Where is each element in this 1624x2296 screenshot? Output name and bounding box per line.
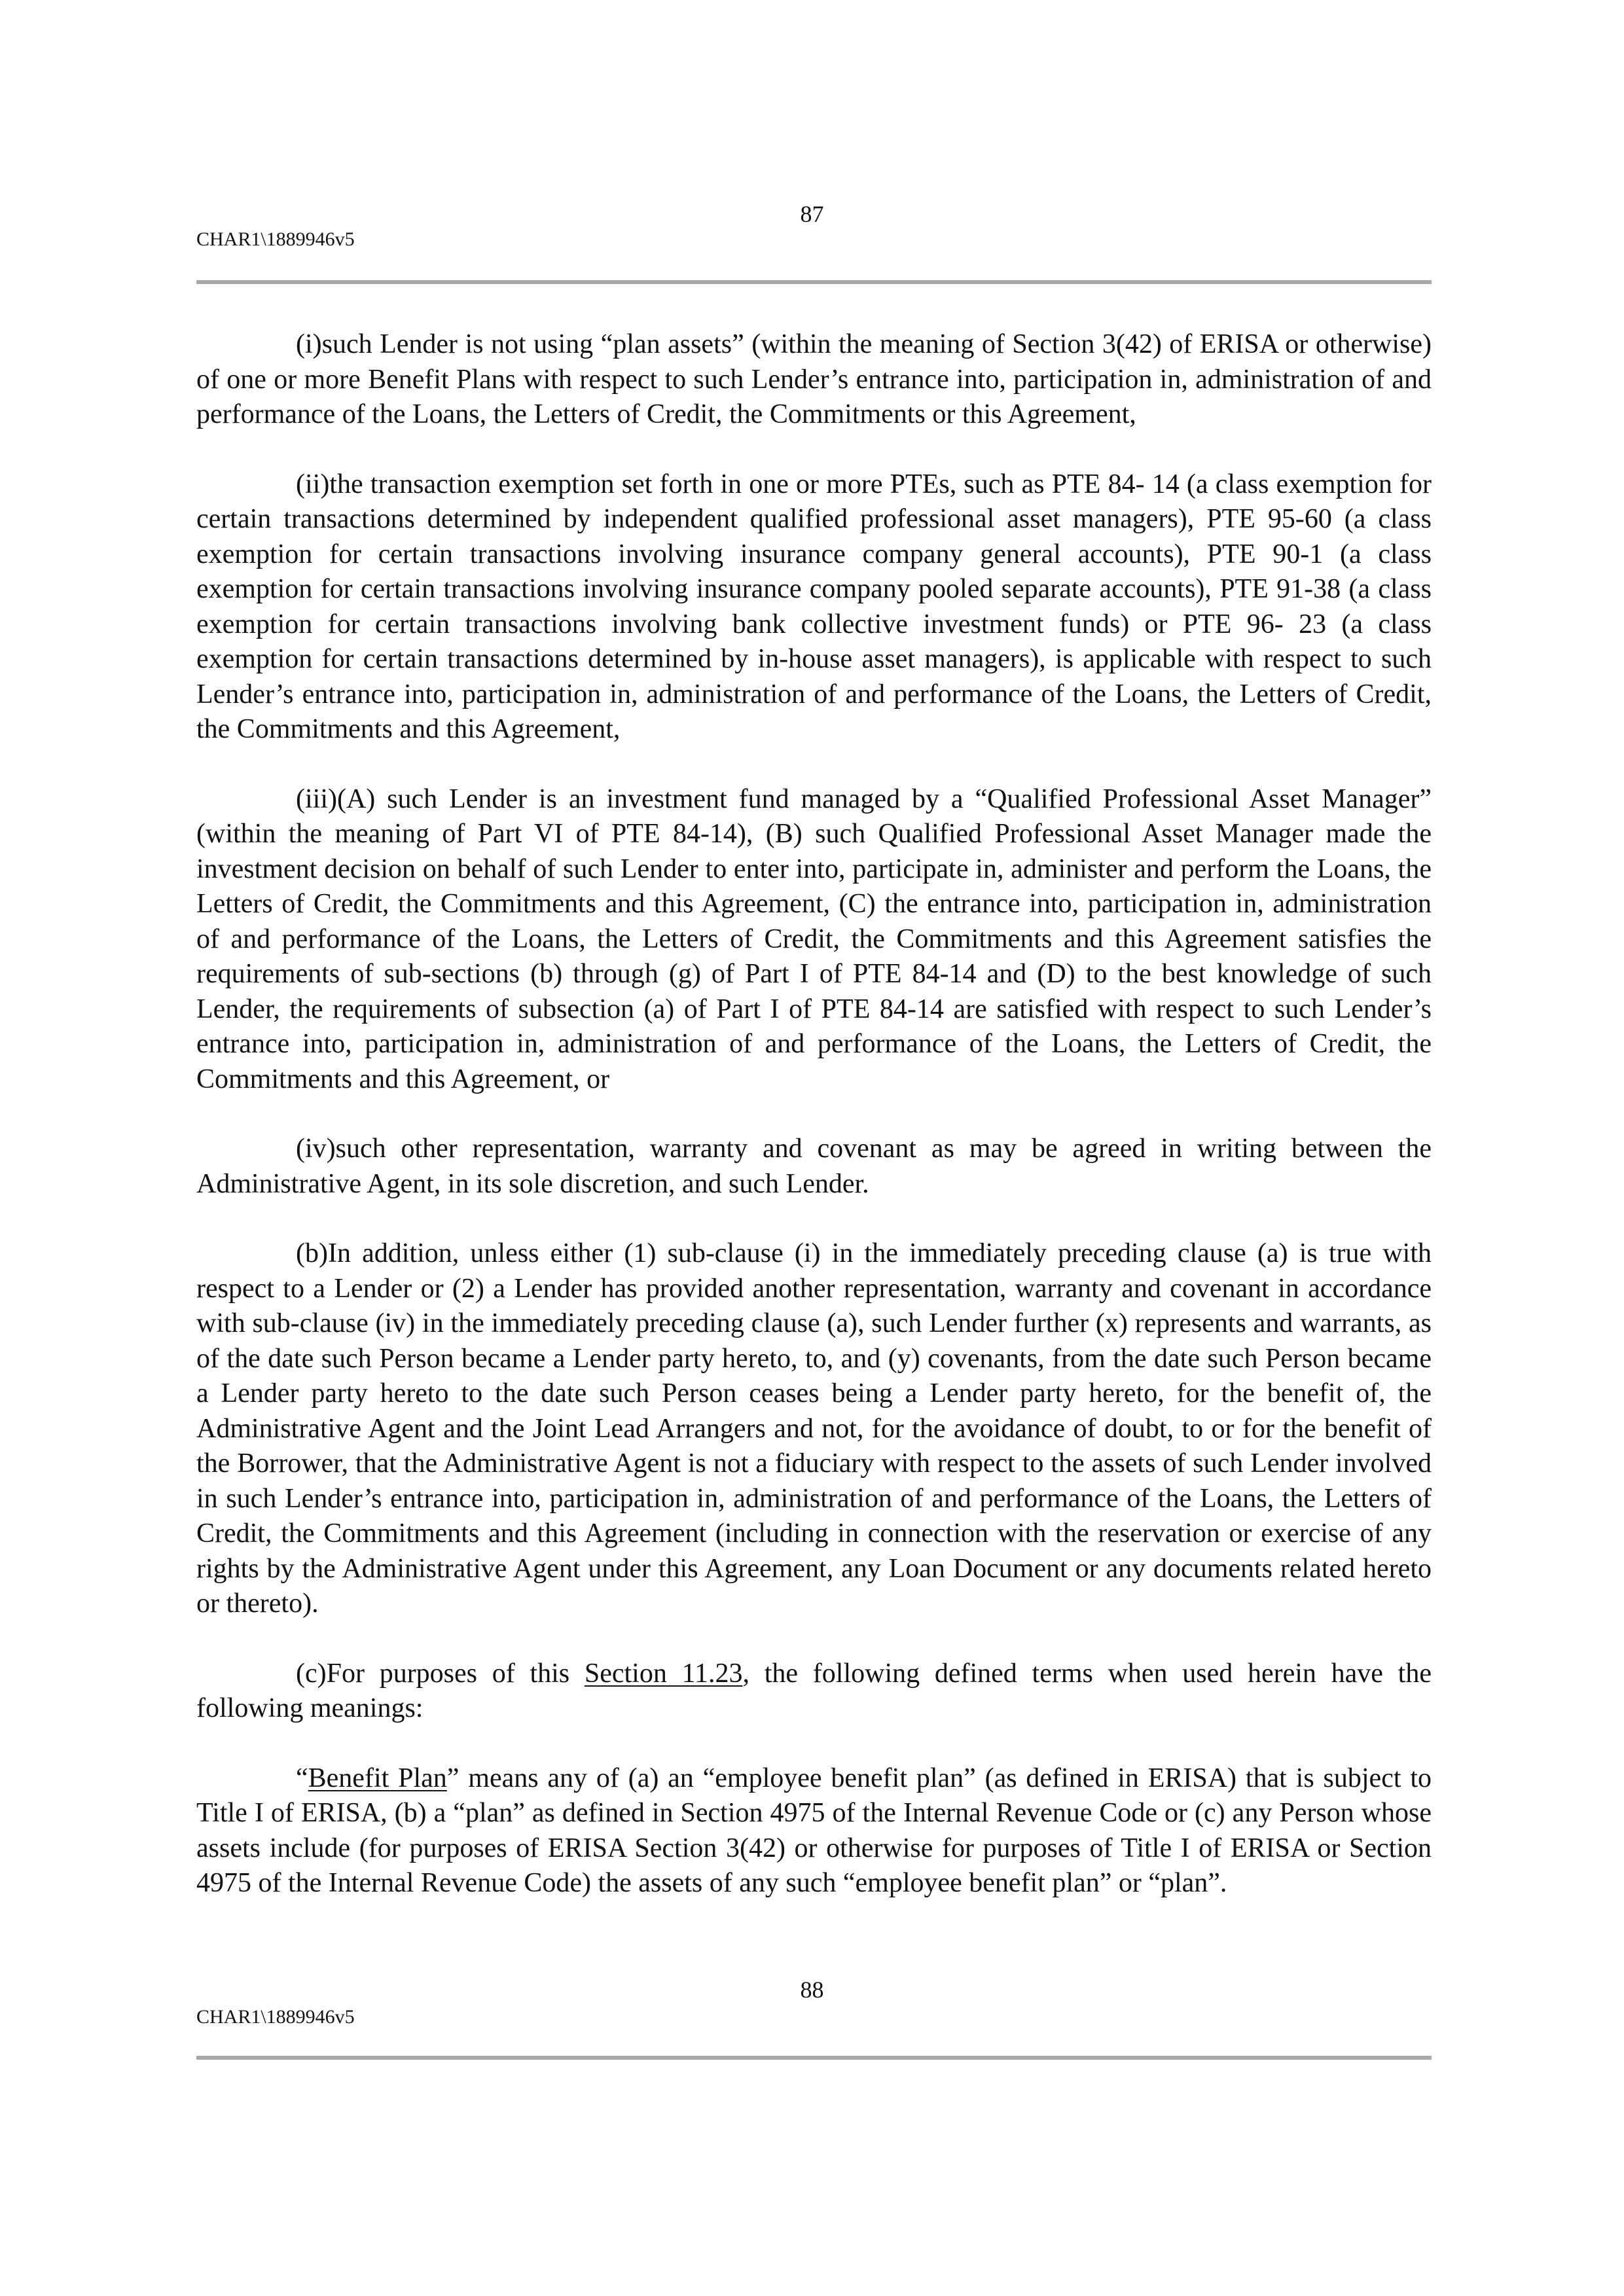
document-id: CHAR1\1889946v5 (196, 228, 355, 250)
definition-open-quote: “ (296, 1763, 308, 1793)
clause-c-text-before: (c)For purposes of this (296, 1658, 585, 1689)
paragraph-clause-c (196, 1657, 1432, 1727)
paragraph-clause-i: (i)such Lender is not using “plan assets” (within the meaning of Section 3(42) of ERISA or otherwise) of one or more Benefit Plans with respect to such Lender’s entrance into, participation in, administration of and performance of the Loans, the Letters of Credit, the Commitments or this Agreement, (196, 329, 1432, 429)
paragraph-clause-iv: (iv)such other representation, warranty and covenant as may be agreed in writing between the Administrative Agent, in its sole discretion, and such Lender. (196, 1134, 1432, 1199)
section-reference: Section 11.23 (584, 1658, 743, 1689)
definition-text: ” means any of (a) an “employee benefit plan” (as defined in ERISA) that is subject to Title I of ERISA, (b) a “plan” as defined in Section 4975 of the Internal Revenue Code or (c) any Person whose assets include (for purposes of ERISA Section 3(42) or otherwise for purposes of Title I of ERISA or Section 4975 of the Internal Revenue Code) the assets of any such “employee benefit plan” or “plan”. (196, 1763, 1432, 1898)
paragraph-definition-benefit-plan (196, 1761, 1432, 1901)
paragraph-clause-ii: (ii)the transaction exemption set forth in one or more PTEs, such as PTE 84- 14 (a class exemption for certain transactions determined by independent qualified professional asset managers), PTE 95-60 (a class exemption for certain transactions involving insurance company general accounts), PTE 90-1 (a class exemption for certain transactions involving insurance company pooled separate accounts), PTE 91-38 (a class exemption for certain transactions involving bank collective investment funds) or PTE 96- 23 (a class exemption for certain transactions determined by in-house asset managers), is applicable with respect to such Lender’s entrance into, participation in, administration of and performance of the Loans, the Letters of Credit, the Commitments and this Agreement, (196, 469, 1432, 744)
header-divider (196, 280, 1432, 284)
defined-term: Benefit Plan (308, 1763, 447, 1793)
paragraph-clause-iii: (iii)(A) such Lender is an investment fund managed by a “Qualified Professional Asset Manager” (within the meaning of Part VI of PTE 84-14), (B) such Qualified Professional Asset Manager made the investment decision on behalf of such Lender to enter into, participate in, administer and perform the Loans, the Letters of Credit, the Commitments and this Agreement, (C) the entrance into, participation in, administration of and performance of the Loans, the Letters of Credit, the Commitments and this Agreement satisfies the requirements of sub-sections (b) through (g) of Part I of PTE 84-14 and (D) to the best knowledge of such Lender, the requirements of subsection (a) of Part I of PTE 84-14 are satisfied with respect to such Lender’s entrance into, participation in, administration of and performance of the Loans, the Letters of Credit, the Commitments and this Agreement, or (196, 783, 1432, 1094)
paragraph-clause-b: (b)In addition, unless either (1) sub-clause (i) in the immediately preceding clause (a) is true with respect to a Lender or (2) a Lender has provided another representation, warranty and covenant in accordance with sub-clause (iv) in the immediately preceding clause (a), such Lender further (x) represents and warrants, as of the date such Person became a Lender party hereto, to, and (y) covenants, from the date such Person became a Lender party hereto to the date such Person ceases being a Lender party hereto, for the benefit of, the Administrative Agent and the Joint Lead Arrangers and not, for the avoidance of doubt, to or for the benefit of the Borrower, that the Administrative Agent is not a fiduciary with respect to the assets of such Lender involved in such Lender’s entrance into, participation in, administration of and performance of the Loans, the Letters of Credit, the Commitments and this Agreement (including in connection with the reservation or exercise of any rights by the Administrative Agent under this Agreement, any Loan Document or any documents related hereto or thereto). (196, 1238, 1432, 1619)
page-number: 87 (800, 201, 824, 227)
document-body (196, 327, 1432, 1901)
clause-c-text-after: , the following defined terms when used herein have the following meanings: (196, 1658, 1432, 1723)
page-number: 88 (800, 1977, 824, 2003)
document-id: CHAR1\1889946v5 (196, 2006, 355, 2028)
header-divider (196, 2056, 1432, 2060)
